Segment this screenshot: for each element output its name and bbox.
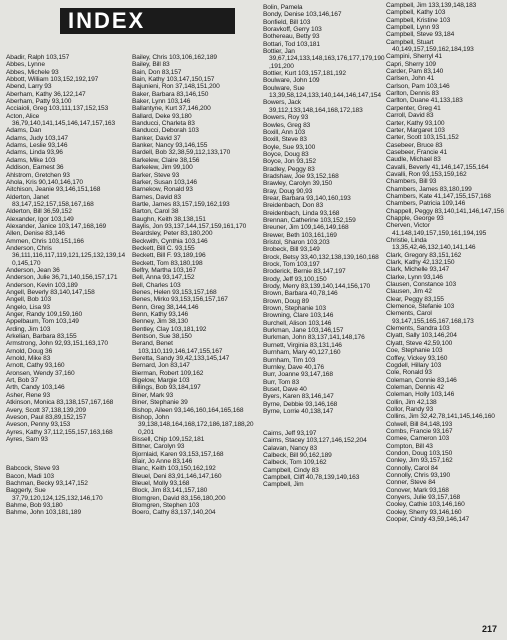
- index-entry: Boyce, Jon 93,152: [263, 158, 316, 166]
- index-entry: Arding, Jim 103: [6, 325, 51, 333]
- index-entry: Aronsen, Wendy 37,160: [6, 369, 75, 377]
- index-entry: Brody, Jeff 93,100,150: [263, 275, 327, 283]
- index-entry: Conyers, Julie 93,157,168: [386, 494, 461, 502]
- page-number: 217: [481, 624, 497, 634]
- index-entry: Burr, Tom 83: [263, 378, 300, 386]
- index-entry: Chambers, Patricia 109,146: [386, 200, 466, 208]
- index-entry: Boero, Cathy 83,137,140,204: [132, 509, 216, 517]
- index-entry: Byrne, Debbie 93,146,168: [263, 400, 338, 408]
- index-entry: Bittner, Carolyn 93: [132, 443, 185, 451]
- index-entry: Banker, David 37: [132, 134, 181, 142]
- index-entry: Bartle, James 83,157,159,162,193: [132, 200, 230, 208]
- index-entry: Addison, Earnest 36: [6, 164, 64, 172]
- index-entry: Boravkoff, Gerry 103: [263, 26, 322, 34]
- index-entry: Campbell, Kathy 103: [386, 9, 446, 17]
- index-entry: Ammen, Chris 103,151,166: [6, 237, 84, 245]
- index-entry: Coleman, Holly 103,146: [386, 391, 455, 399]
- index-entry: Ahola, Kris 90,140,146,170: [6, 178, 83, 186]
- index-entry: Abbes, Michele 93: [6, 68, 59, 76]
- index-entry: Calavan, Nancy 83: [263, 444, 318, 452]
- index-entry: Boulware, John 109: [263, 77, 320, 85]
- index-entry: Bowers, Roy 93: [263, 114, 309, 122]
- index-entry: Cooley, Sherry 93,146,160: [386, 508, 462, 516]
- index-entry: Anger, Randy 109,159,160: [6, 311, 83, 319]
- index-entry: Carlton, Duane 41,133,183: [386, 97, 463, 105]
- index-entry: Appelbaum, Tom 103,149: [6, 318, 79, 326]
- index-entry: Clyatt, Steve 42,59,100: [386, 339, 453, 347]
- index-entry: Benes, Mirko 93,153,156,157,167: [132, 296, 228, 304]
- index-entry: Ballard, Deke 93,180: [132, 112, 192, 120]
- index-entry: Chambers, James 83,180,199: [386, 185, 472, 193]
- index-entry: Burnham, Mary 40,127,160: [263, 349, 341, 357]
- index-entry: Banker, Nancy 93,146,155: [132, 142, 208, 150]
- index-entry: Connolly, Chris 93,190: [386, 472, 451, 479]
- index-entry: Cooper, Cindy 43,59,146,147: [386, 516, 470, 524]
- index-entry: Arnold, Mike 83: [6, 355, 51, 363]
- index-entry: Arth, Candy 103,146: [6, 384, 65, 392]
- index-entry: Alderton, Janet 83,147,152,157,158,167,168: [6, 193, 94, 208]
- index-entry: Baggerly, Sue 37,79,120,124,125,132,146,170: [6, 487, 103, 502]
- index-column-2: [132, 54, 257, 517]
- index-entry: Bentson, Sue 38,150: [132, 333, 192, 341]
- index-entry: Campbell, Steve 93,184: [386, 31, 455, 39]
- index-entry: Bishop, John 39,138,148,164,168,172,186,187,188,200,201: [132, 413, 254, 436]
- index-entry: Buset, Dave 40: [263, 385, 307, 393]
- index-entry: Collin, Jim 42,138: [386, 398, 437, 406]
- index-entry: Alexander, Igor 103,149: [6, 215, 74, 223]
- index-entry: Abend, Larry 93: [6, 83, 52, 91]
- index-entry: Cavalli, Beverly 41,146,147,155,164: [386, 163, 489, 171]
- index-entry: Atkinson, Monica 83,138,157,167,168: [6, 399, 114, 407]
- index-entry: Baker, Barbara 83,146,150: [132, 90, 209, 98]
- index-column-1: [6, 54, 128, 517]
- index-entry: Armstrong, John 92,93,151,163,170: [6, 340, 108, 348]
- index-entry: Billings, Bob 93,184,197: [132, 384, 201, 392]
- index-entry: Coleman, Dennis 42: [386, 383, 444, 391]
- index-entry: Campini, Sherryl 41: [386, 53, 443, 61]
- index-entry: Brewer, Beth 103,161,169: [263, 231, 337, 239]
- index-entry: Anderson, Julie 36,71,140,156,157,171: [6, 274, 118, 282]
- index-entry: Bain, Kathy 103,147,150,157: [132, 76, 215, 84]
- index-entry: Bardell, Bob 32,38,59,112,133,170: [132, 149, 231, 157]
- index-entry: Avery, Scott 37,138,139,209: [6, 406, 86, 414]
- index-title: INDEX: [68, 8, 146, 33]
- index-entry: Chambers, Kate 41,147,155,157,168: [386, 192, 491, 200]
- index-entry: Benney, Jim 38,130: [132, 318, 188, 326]
- index-entry: Conover, Mark 93,168: [386, 486, 449, 494]
- index-entry: Arnott, Cathy 93,160: [6, 362, 65, 370]
- index-entry: Blomgren, David 83,156,180,200: [132, 494, 226, 502]
- index-entry: Brock, Tom 103,197: [263, 261, 320, 269]
- index-entry: Bajunieni, Ron 37,148,151,200: [132, 83, 220, 91]
- index-entry: Campbell, Jim 133,139,148,183: [386, 2, 477, 9]
- index-entry: Bahme, John 103,181,189: [6, 509, 82, 517]
- index-entry: Abadir, Ralph 103,157: [6, 54, 70, 61]
- index-entry: Christie, Linda 13,35,42,46,132,140,141,146: [386, 237, 476, 252]
- index-entry: Casebeer, Bruce 83: [386, 141, 443, 149]
- index-entry: Allen, Denise 83,146: [6, 230, 65, 238]
- index-entry: Chambers, Bill 93: [386, 178, 437, 186]
- index-entry: Beckwith, Cynthia 103,146: [132, 237, 208, 245]
- index-entry: Alexander, Janice 103,147,168,169: [6, 222, 107, 230]
- index-entry: Browning, Clare 103,146: [263, 312, 334, 320]
- index-entry: Arkelian, Barbara 83,155: [6, 333, 77, 341]
- index-entry: Bjornlaid, Karen 93,153,157,168: [132, 450, 224, 458]
- index-entry: Boyle, Sue 93,100: [263, 143, 316, 151]
- index-entry: Bentley, Clay 103,181,192: [132, 325, 207, 333]
- index-entry: Biner, Mark 93: [132, 391, 174, 399]
- index-entry: Abbes, Lynne: [6, 61, 45, 69]
- index-entry: Bell, Anna 93,147,152: [132, 274, 195, 282]
- index-entry: Connolly, Carol 84: [386, 464, 438, 472]
- index-entry: Art, Bob 37: [6, 377, 38, 385]
- index-entry: Barkelew, Jim 99,100: [132, 164, 193, 172]
- index-entry: Brown, Doug 89: [263, 297, 309, 305]
- index-entry: Bowles, Greg 83: [263, 121, 311, 129]
- index-entry: Boyce, Doug 83: [263, 150, 309, 158]
- index-entry: Bleuel, Deni 83,91,146,147,160: [132, 472, 222, 480]
- index-entry: Calbeck, Bill 90,162,189: [263, 451, 332, 459]
- index-entry: Burnham, Tim 103: [263, 356, 316, 364]
- index-entry: Bailey, Bill 83: [132, 61, 170, 69]
- index-entry: Brear, Barbara 93,140,160,193: [263, 194, 351, 202]
- index-entry: Brawley, Carolyn 39,150: [263, 180, 333, 188]
- index-entry: Barker, Susan 103,146: [132, 178, 197, 186]
- index-entry: Bonfield, Bill 103: [263, 18, 311, 26]
- index-entry: Bondy, Denise 103,146,167: [263, 11, 342, 19]
- index-entry: Clausen, Jim 42: [386, 288, 432, 296]
- index-entry: Arnold, Doug 36: [6, 347, 53, 355]
- index-entry: Brown, Stephanie 103: [263, 305, 326, 313]
- index-entry: Aberham, Patty 93,100: [6, 98, 72, 106]
- index-entry: Campbell, Cindy 83: [263, 466, 319, 474]
- index-entry: Bothereau, Betty 93: [263, 33, 320, 41]
- index-entry: Compton, Bill 43: [386, 442, 433, 450]
- index-entry: Blanc, Keith 103,150,162,192: [132, 465, 216, 473]
- index-entry: Carter, Scott 103,151,152: [386, 134, 459, 142]
- index-entry: Barkelew, Claire 38,156: [132, 156, 200, 164]
- index-section-gap: [6, 451, 128, 458]
- index-entry: Ayres, Sam 93: [6, 435, 48, 443]
- index-entry: Breuner, Jim 109,146,149,168: [263, 224, 349, 232]
- index-entry: Bottier, Kurt 103,157,181,192: [263, 70, 346, 78]
- index-entry: Cavalli, Ron 93,153,159,162: [386, 170, 467, 178]
- index-entry: Campbell, Stuart 40,149,157,159,162,184,193: [386, 38, 474, 54]
- index-title-banner: [60, 8, 235, 34]
- index-entry: Burnett, Virginia 83,131,146: [263, 341, 342, 349]
- index-entry: Bristol, Sharon 103,203: [263, 239, 330, 246]
- index-entry: Brobeck, Bill 93,149: [263, 246, 320, 254]
- index-entry: Cogdell, Hillary 103: [386, 361, 442, 369]
- index-entry: Biner, Stephanie 39: [132, 399, 188, 407]
- index-entry: Blomgren, Stephen 103: [132, 501, 200, 509]
- index-entry: Asher, Rene 93: [6, 391, 51, 399]
- index-entry: Angell, Bob 103: [6, 296, 52, 304]
- index-entry: Colwell, Bill 84,148,193: [386, 420, 453, 428]
- index-entry: Aveson, Penny 93,153: [6, 421, 71, 429]
- index-entry: Bishop, Aileen 93,146,160,164,165,168: [132, 406, 244, 414]
- index-entry: Alderton, Bill 36,59,152: [6, 208, 72, 216]
- index-entry: Brown, Barbara 40,78,146: [263, 290, 338, 298]
- index-entry: Clarke, Lynn 93,146: [386, 273, 443, 281]
- index-entry: Bissell, Chip 109,152,181: [132, 435, 205, 443]
- index-entry: Angell, Beverly 83,140,147,158: [6, 289, 95, 296]
- index-entry: Chappell, Peggy 83,140,141,146,147,156: [386, 207, 504, 215]
- index-entry: Bigelow, Margie 103: [132, 377, 190, 385]
- index-entry: Condon, Doug 103,150: [386, 449, 453, 457]
- index-entry: Benn, Greg 38,144,146: [132, 303, 199, 311]
- index-entry: Benn, Kathy 93,146: [132, 311, 189, 319]
- index-entry: Combs, Francie 93,167: [386, 427, 453, 435]
- index-entry: Bray, Doug 90,93: [263, 187, 313, 195]
- index-entry: Byrne, Lorrie 40,138,147: [263, 407, 334, 415]
- index-entry: Brody, Merry 83,139,140,144,156,170: [263, 283, 371, 291]
- index-entry: Conner, Steve 84: [386, 479, 436, 487]
- index-entry: Carter, Margaret 103: [386, 126, 445, 134]
- index-entry: Adams, Leslie 93,146: [6, 142, 68, 150]
- index-entry: Boxill, Steve 83: [263, 136, 307, 144]
- index-entry: Cherven, Victor 41,148,149,157,159,161,194,195: [386, 222, 487, 237]
- index-entry: Acciaioli, Greg 103,111,137,152,153: [6, 105, 109, 113]
- index-entry: Bradshaw, Joe 93,152,168: [263, 172, 339, 180]
- index-entry: Beckett, Bill F. 93,189,196: [132, 252, 206, 260]
- index-entry: Breidenbach, Linda 93,168: [263, 209, 340, 217]
- index-entry: Bacon, Madi 103: [6, 472, 54, 480]
- index-entry: Banducci, Deborah 103: [132, 127, 199, 135]
- index-entry: Boxill, Ann 103: [263, 128, 306, 136]
- index-entry: Bernard, Jon 83,147: [132, 362, 190, 370]
- index-entry: Cooley, Cathie 103,146,160: [386, 501, 465, 509]
- index-entry: Bahme, Bob 93,180: [6, 501, 63, 509]
- index-column-4: [386, 2, 504, 523]
- index-entry: Aitchison, Jeanie 93,146,151,168: [6, 186, 101, 194]
- index-entry: Clyatt, Sally 103,146,204: [386, 332, 457, 340]
- index-entry: Bachman, Becky 93,147,152: [6, 479, 88, 487]
- index-entry: Coffey, Vickey 93,160: [386, 354, 448, 362]
- index-entry: Conley, Jim 93,157,162: [386, 457, 453, 465]
- index-entry: Anderson, Kevin 103,189: [6, 281, 78, 289]
- index-entry: Burkman, John 83,137,141,148,176: [263, 334, 365, 342]
- index-entry: Bottari, Tod 103,181: [263, 40, 320, 48]
- index-entry: Brock, Betsy 33,40,132,138,139,160,168: [263, 253, 379, 261]
- index-entry: Baker, Lynn 103,146: [132, 98, 191, 106]
- index-entry: Bierman, Robert 109,162: [132, 369, 204, 377]
- index-entry: Benes, Helen 93,153,157,168: [132, 289, 217, 296]
- index-section-gap: [6, 443, 128, 450]
- index-entry: Calbeck, Tom 109,162: [263, 459, 327, 467]
- index-entry: Bain, Don 83,157: [132, 68, 182, 76]
- index-entry: Banducci, Charleta 83: [132, 120, 195, 128]
- index-entry: Carlsen, John 41: [386, 75, 435, 83]
- index-entry: Carder, Pam 83,140: [386, 68, 444, 76]
- index-entry: Bottier, Jan 39,67,124,133,148,163,176,177,179,190,191,200: [263, 48, 385, 70]
- index-entry: Beckett, Tom 83,180,198: [132, 259, 203, 267]
- index-entry: Caudle, Michael 83: [386, 156, 441, 164]
- index-entry: Adams, Dan: [6, 127, 42, 135]
- index-entry: Adams, Linda 93,96: [6, 149, 63, 157]
- index-entry: Bleuel, Molly 93,168: [132, 479, 190, 487]
- index-entry: Campbell, Lynn 93: [386, 24, 440, 32]
- index-entry: Aberham, Kathy 36,122,147: [6, 90, 86, 98]
- index-entry: Burr, Joanne 93,147,168: [263, 371, 333, 379]
- index-entry: Carter, Kathy 93,100: [386, 119, 445, 127]
- index-entry: Clements, Sandra 103: [386, 325, 450, 333]
- index-entry: Clements, Carol 93,147,155,165,167,168,173: [386, 310, 474, 325]
- index-entry: Adams, Judy 103,147: [6, 134, 68, 142]
- index-entry: Baylis, Jon 93,137,144,157,159,161,170: [132, 222, 247, 230]
- index-entry: Burchell, Alison 103,146: [263, 319, 332, 327]
- index-column-3: [263, 4, 385, 489]
- index-section-gap: [263, 423, 385, 430]
- index-entry: Bowers, Jack 39,112,133,148,164,168,172,183: [263, 99, 363, 114]
- index-entry: Abbott, William 103,152,192,197: [6, 76, 99, 84]
- index-entry: Breidenbach, Don 83: [263, 202, 324, 210]
- index-entry: Clausen, Constance 103: [386, 281, 457, 289]
- index-entry: Clear, Peggy 83,155: [386, 295, 444, 303]
- index-entry: Boulware, Sue 13,39,58,124,133,140,144,146,147,154: [263, 84, 381, 100]
- index-entry: Capri, Sherry 109: [386, 60, 436, 68]
- index-entry: Baughn, Keith 38,138,151: [132, 215, 206, 223]
- index-entry: Carlton, Dennis 83: [386, 90, 439, 98]
- index-entry: Adams, Mike 103: [6, 156, 56, 164]
- index-entry: Clemence, Stefanie 103: [386, 303, 455, 311]
- index-section-gap: [263, 415, 385, 422]
- index-entry: Ahlstrom, Gretchen 93: [6, 171, 70, 179]
- index-entry: Bradley, Peggy 83: [263, 165, 315, 173]
- index-entry: Beretta, Sandy 39,42,133,145,147: [132, 355, 230, 363]
- index-entry: Campbell, Kristine 103: [386, 16, 451, 24]
- index-entry: Clark, Gregory 83,151,162: [386, 251, 462, 259]
- index-entry: Berand, Benet 103,110,119,146,147,155,167: [132, 340, 223, 355]
- index-entry: Babcock, Steve 93: [6, 465, 60, 473]
- index-entry: Barton, Carol 38: [132, 208, 179, 216]
- index-entry: Angelo, Lisa 93: [6, 303, 50, 311]
- index-entry: Ballantyne, Kurt 37,146,200: [132, 105, 211, 113]
- index-entry: Belfry, Martha 103,167: [132, 266, 197, 274]
- index-entry: Cairns, Stacey 103,127,146,152,204: [263, 437, 367, 445]
- index-entry: Blair, Jo Anne 83,146: [132, 457, 193, 465]
- index-entry: Comee, Cameron 103: [386, 435, 450, 443]
- index-entry: Carpenter, Greg 41: [386, 104, 441, 112]
- index-entry: Bell, Charles 103: [132, 281, 181, 289]
- index-entry: Clark, Michelle 93,147: [386, 266, 450, 274]
- index-entry: Barnekow, Ronald 93: [132, 186, 193, 194]
- index-entry: Anderson, Chris 36,111,116,117,119,121,125,132,139,140,145,170: [6, 244, 126, 267]
- index-entry: Beckett, Bill C. 93,155: [132, 244, 195, 252]
- index-entry: Beardsley, Peter 83,180,200: [132, 230, 213, 238]
- index-entry: Barker, Steve 93: [132, 171, 180, 179]
- index-entry: Barnes, David 83: [132, 193, 181, 201]
- index-entry: Block, Jim 83,141,157,180: [132, 487, 208, 495]
- index-entry: Byers, Karen 83,146,147: [263, 393, 334, 401]
- index-entry: Acton, Alice 36,79,140,141,145,146,147,157,163: [6, 112, 116, 128]
- index-entry: Ayres, Kathy 37,112,155,157,163,168: [6, 428, 113, 436]
- index-entry: Cole, Ronald 93: [386, 369, 432, 377]
- index-entry: Collins, Jim 32,42,78,141,145,146,160: [386, 413, 495, 421]
- index-entry: Brennan, Catherine 103,152,159: [263, 216, 356, 224]
- index-entry: Casebeer, Francie 41: [386, 148, 448, 156]
- index-section-gap: [6, 458, 128, 465]
- index-entry: Campbell, Cliff 40,78,139,149,163: [263, 474, 360, 481]
- index-entry: Cairns, Jeff 93,197: [263, 429, 317, 437]
- index-entry: Carlson, Pam 103,146: [386, 82, 450, 90]
- index-entry: Campbell, Jim: [263, 481, 304, 489]
- index-entry: Collor, Randy 93: [386, 405, 434, 413]
- index-entry: Burnley, Dave 40,176: [263, 363, 324, 371]
- index-entry: Anderson, Jean 36: [6, 266, 60, 274]
- index-entry: Burkman, Jane 103,146,157: [263, 327, 344, 335]
- index-entry: Aveson, Paul 83,89,152,157: [6, 413, 87, 421]
- index-entry: Carroll, David 83: [386, 112, 434, 120]
- index-entry: Clark, Kathy 42,132,150: [386, 259, 455, 267]
- index-entry: Bolin, Pamela: [263, 4, 303, 11]
- index-entry: Broderick, Bernie 83,147,197: [263, 268, 346, 276]
- index-entry: Coe, Stephanie 103: [386, 347, 443, 355]
- index-entry: Bailey, Chris 103,106,162,189: [132, 54, 217, 61]
- index-entry: Chapple, George 93: [386, 214, 444, 222]
- index-entry: Coleman, Connie 83,146: [386, 376, 457, 384]
